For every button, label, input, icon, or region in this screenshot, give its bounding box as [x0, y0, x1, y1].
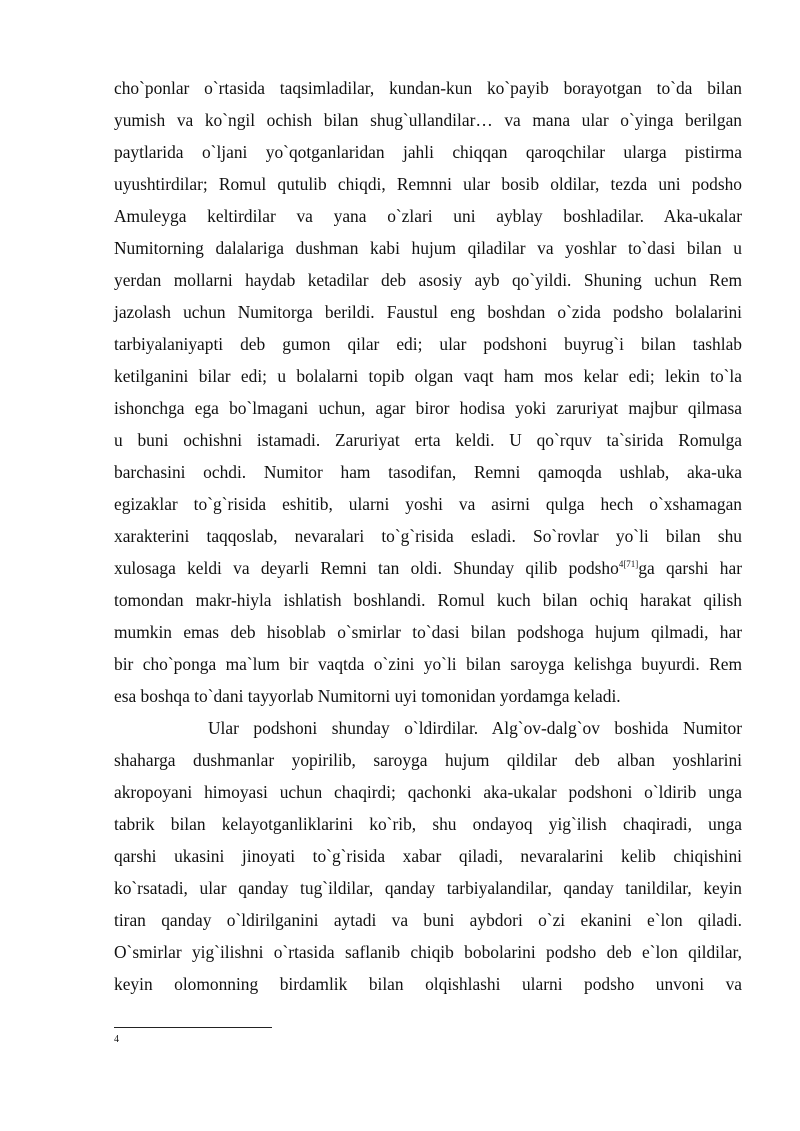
- text-line: tarbiyalaniyapti deb gumon qilar edi; ular podshoni buyrug`i bilan tashlab: [114, 334, 742, 354]
- text-line: shaharga dushmanlar yopirilib, saroyga hujum qildilar deb alban yoshlarini: [114, 750, 742, 770]
- text-line: keyin olomonning birdamlik bilan olqishlashi ularni podsho unvoni va: [114, 974, 742, 994]
- paragraph: [114, 712, 742, 1000]
- text-line: ketilganini bilar edi; u bolalarni topib olgan vaqt ham mos kelar edi; lekin to`la: [114, 366, 742, 386]
- text-line: u buni ochishni istamadi. Zaruriyat erta keldi. U qo`rquv ta`sirida Romulga: [114, 430, 742, 450]
- footnote-number: 4: [114, 1034, 119, 1045]
- text-line: paytlarida o`ljani yo`qotganlaridan jahli chiqqan qaroqchilar ularga pistirma: [114, 142, 742, 162]
- footnote-separator: [114, 1027, 272, 1028]
- text-line: yumish va ko`ngil ochish bilan shug`ullandilar… va mana ular o`yinga berilgan: [114, 110, 742, 130]
- footnote-reference[interactable]: 4[71]: [618, 559, 639, 569]
- text-line: ko`rsatadi, ular qanday tug`ildilar, qanday tarbiyalandilar, qanday tanildilar, keyin: [114, 878, 742, 898]
- paragraph: [114, 72, 742, 712]
- text-line: egizaklar to`g`risida eshitib, ularni yoshi va asirni qulga hech o`xshamagan: [114, 494, 742, 514]
- text-line: Ular podshoni shunday o`ldirdilar. Alg`ov-dalg`ov boshida Numitor: [208, 718, 742, 738]
- text-line: ishonchga ega bo`lmagani uchun, agar biror hodisa yoki zaruriyat majbur qilmasa: [114, 398, 742, 418]
- text-line: tomondan makr-hiyla ishlatish boshlandi. Romul kuch bilan ochiq harakat qilish: [114, 590, 742, 610]
- text-line: bir cho`ponga ma`lum bir vaqtda o`zini yo`li bilan saroyga kelishga buyurdi. Rem: [114, 654, 742, 674]
- text-line: qarshi ukasini jinoyati to`g`risida xabar qiladi, nevaralarini kelib chiqishini: [114, 846, 742, 866]
- text-line: jazolash uchun Numitorga berildi. Faustul eng boshdan o`zida podsho bolalarini: [114, 302, 742, 322]
- text-line: akropoyani himoyasi uchun chaqirdi; qachonki aka-ukalar podshoni o`ldirib unga: [114, 782, 742, 802]
- text-line: yerdan mollarni haydab ketadilar deb asosiy ayb qo`yildi. Shuning uchun Rem: [114, 270, 742, 290]
- text-line: esa boshqa to`dani tayyorlab Numitorni uyi tomonidan yordamga keladi.: [114, 686, 621, 706]
- text-line: Numitorning dalalariga dushman kabi hujum qiladilar va yoshlar to`dasi bilan u: [114, 238, 742, 258]
- text-segment: ga qarshi har: [638, 558, 742, 578]
- text-line: Amuleyga keltirdilar va yana o`zlari uni ayblay boshladilar. Aka-ukalar: [114, 206, 742, 226]
- text-line: uyushtirdilar; Romul qutulib chiqdi, Remnni ular bosib oldilar, tezda uni podsho: [114, 174, 742, 194]
- text-line: tabrik bilan kelayotganliklarini ko`rib, shu ondayoq yig`ilish chaqiradi, unga: [114, 814, 742, 834]
- text-line: O`smirlar yig`ilishni o`rtasida saflanib chiqib bobolarini podsho deb e`lon qildilar,: [114, 942, 742, 962]
- text-line: barchasini ochdi. Numitor ham tasodifan, Remni qamoqda ushlab, aka-uka: [114, 462, 742, 482]
- text-line: tiran qanday o`ldirilganini aytadi va buni aybdori o`zi ekanini e`lon qiladi.: [114, 910, 742, 930]
- text-line: cho`ponlar o`rtasida taqsimladilar, kundan-kun ko`payib borayotgan to`da bilan: [114, 78, 742, 98]
- text-line: mumkin emas deb hisoblab o`smirlar to`dasi bilan podshoga hujum qilmadi, har: [114, 622, 742, 642]
- text-segment: xulosaga keldi va deyarli Remni tan oldi. Shunday qilib podsho: [114, 558, 619, 578]
- body-text: [114, 72, 742, 1000]
- text-line-with-footnote: [114, 552, 742, 584]
- text-line: xarakterini taqqoslab, nevaralari to`g`risida esladi. So`rovlar yo`li bilan shu: [114, 526, 742, 546]
